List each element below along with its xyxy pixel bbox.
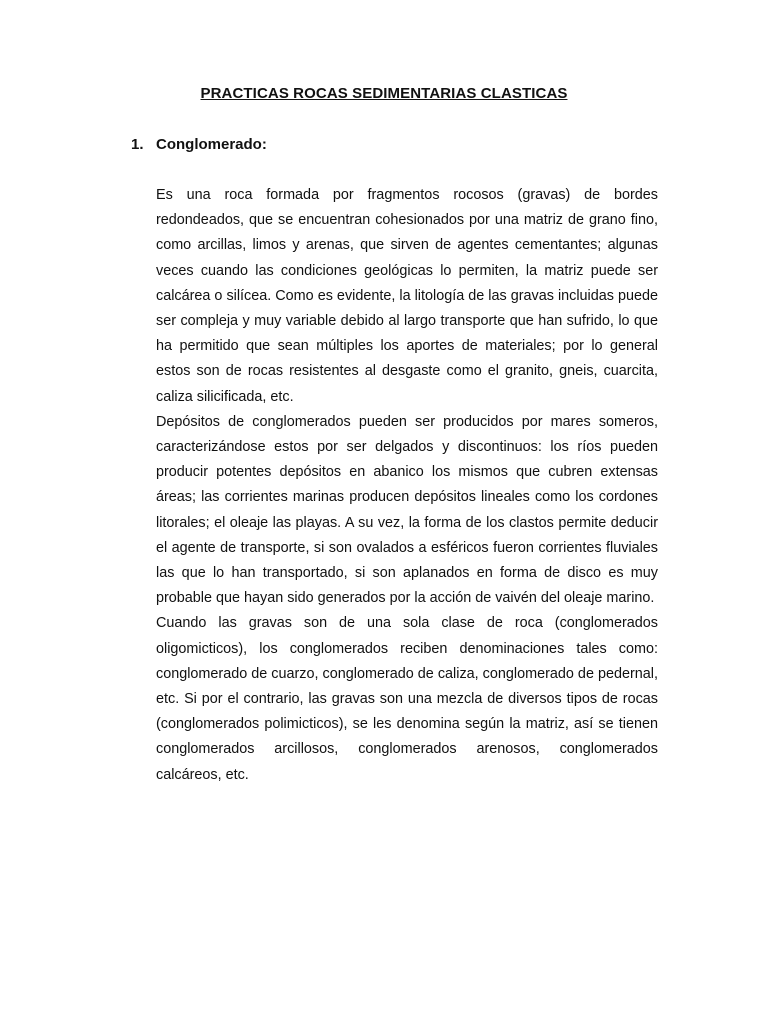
paragraph-2: Depósitos de conglomerados pueden ser producidos por mares someros, caracterizándose estos por ser delgados y discontinuos: los ríos pueden producir potentes depósitos en abanico los mismos que cubren extensas áreas; las corrientes marinas producen depósitos lineales como los cordones litorales; el oleaje las playas. A su vez, la forma de los clastos permite deducir el agente de transporte, si son ovalados a esféricos fueron corrientes fluviales las que lo han transportado, si son aplanados en forma de disco es muy probable que hayan sido generados por la acción de vaivén del oleaje marino. bbox=[156, 413, 658, 607]
paragraph-1: Es una roca formada por fragmentos rocosos (gravas) de bordes redondeados, que se encuentran cohesionados por una matriz de grano fino, como arcillas, limos y arenas, que sirven de agentes cementantes; algunas veces cuando las condiciones geológicas lo permiten, la matriz puede ser calcárea o silícea. Como es evidente, la litología de las gravas incluidas puede ser compleja y muy variable debido al largo transporte que han sufrido, lo que ha permitido que sean múltiples los aportes de materiales; por lo general estos son de rocas resistentes al desgaste como el granito, gneis, cuarcita, caliza silicificada, etc. bbox=[156, 187, 658, 405]
section-heading bbox=[131, 135, 267, 155]
paragraph-3: Cuando las gravas son de una sola clase de roca (conglomerados oligomicticos), los conglomerados reciben denominaciones tales como: conglomerado de cuarzo, conglomerado de caliza, conglomerado de pedernal, etc. Si por el contrario, las gravas son una mezcla de diversos tipos de rocas (conglomerados polimicticos), se les denomina según la matriz, así se tienen conglomerados arcillosos, conglomerados arenosos, conglomerados calcáreos, etc. bbox=[156, 615, 658, 783]
document-title: PRACTICAS ROCAS SEDIMENTARIAS CLASTICAS bbox=[200, 85, 568, 102]
section-body bbox=[156, 183, 658, 788]
section-heading-text: Conglomerado: bbox=[156, 136, 267, 153]
section-number: 1. bbox=[131, 136, 144, 153]
